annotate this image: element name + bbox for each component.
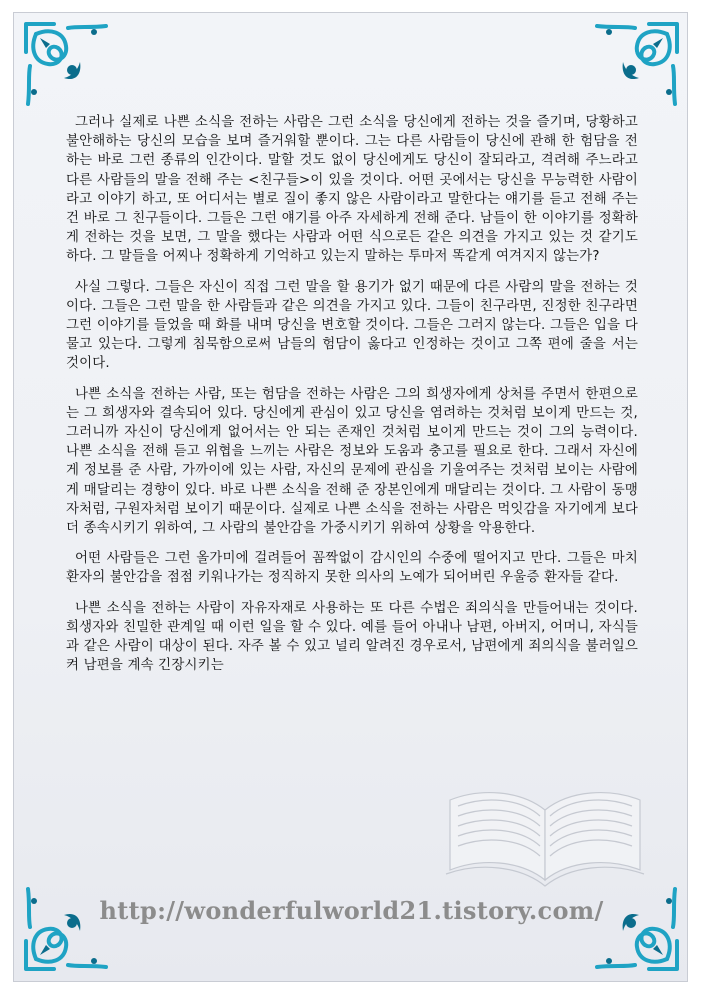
paragraph-4: 어떤 사람들은 그런 올가미에 걸려들어 꼼짝없이 감시인의 수중에 떨어지고 만다. 그들은 마치 환자의 불안감을 점점 키워나가는 정직하지 못한 의사의 노예가 되어버린 우울증 환자들 같다. (66, 551, 638, 586)
corner-ornament-icon (591, 18, 683, 110)
paragraph-1: 그러나 실제로 나쁜 소식을 전하는 사람은 그런 소식을 당신에게 전하는 것을 즐기며, 당황하고 불안해하는 당신의 모습을 보며 즐거워할 뿐이다. 그는 다른 사람들이 당신에 관해 한 험담을 전하는 바로 그런 종류의 인간이다. 말할 것도 없이 당신에게도 당신이 잘되라고, 격려해 주느라고 다른 사람들의 말을 전해 주는 <친구들>이 있을 것이다. 어떤 곳에서는 당신을 무능력한 사람이라고 이야기 하고, 또 어디서는 별로 질이 좋지 않은 사람이라고 말한다는 얘기를 듣고 전해 주는 건 바로 그 친구들이다. 그들은 그런 얘기를 아주 자세하게 전해 준다. 남들이 한 이야기를 정확하게 전하는 것을 보면, 그 말을 했다는 사람과 어떤 식으로든 같은 의견을 가지고 있는 것 같기도 하다. 그 말들을 어찌나 정확하게 기억하고 있는지 말하는 투마저 똑같게 여겨지지 않는가? (66, 115, 638, 265)
paragraph-5: 나쁜 소식을 전하는 사람이 자유자재로 사용하는 또 다른 수법은 죄의식을 만들어내는 것이다. 희생자와 친밀한 관계일 때 이런 일을 할 수 있다. 예를 들어 아내나 남편, 아버지, 어머니, 자식들과 같은 사람이 대상이 된다. 자주 볼 수 있고 널리 알려진 경우로서, 남편에게 죄의식을 불러일으켜 남편을 계속 긴장시키는 (66, 600, 638, 674)
paragraph-2: 사실 그렇다. 그들은 자신이 직접 그런 말을 할 용기가 없기 때문에 다른 사람의 말을 전하는 것이다. 그들은 그런 말을 한 사람들과 같은 의견을 가지고 있다. 그들이 친구라면, 진정한 친구라면 그런 이야기를 들었을 때 화를 내며 당신을 변호할 것이다. 그들은 그러지 않는다. 그들은 입을 다물고 있는다. 그렇게 침묵함으로써 남들의 험담이 옳다고 인정하는 것이고 그쪽 편에 줄을 서는 것이다. (66, 279, 638, 372)
corner-ornament-icon (20, 18, 112, 110)
open-book-icon (440, 770, 650, 890)
paragraph-3: 나쁜 소식을 전하는 사람, 또는 험담을 전하는 사람은 그의 희생자에게 상처를 주면서 한편으로는 그 희생자와 결속되어 있다. 당신에게 관심이 있고 당신을 염려하는 것처럼 보이게 만드는 것, 그러니까 자신이 당신에게 없어서는 안 되는 존재인 것처럼 보이게 만드는 것이 그의 능력이다. 나쁜 소식을 전해 듣고 위협을 느끼는 사람은 정보와 도움과 충고를 필요로 한다. 그래서 자신에게 정보를 준 사람, 가까이에 있는 사람, 자신의 문제에 관심을 기울여주는 것처럼 보이는 사람에게 매달리는 경향이 있다. 바로 나쁜 소식을 전해 준 장본인에게 매달리는 것이다. 그 사람이 동맹자처럼, 구원자처럼 보이기 때문이다. 실제로 나쁜 소식을 전하는 사람은 먹잇감을 자기에게 보다 더 종속시키기 위하여, 그 사람의 불안감을 가중시키기 위하여 상황을 악용한다. (66, 386, 638, 537)
body-text (66, 113, 638, 686)
blog-url-watermark: http://wonderfulworld21.tistory.com/ (99, 896, 604, 925)
